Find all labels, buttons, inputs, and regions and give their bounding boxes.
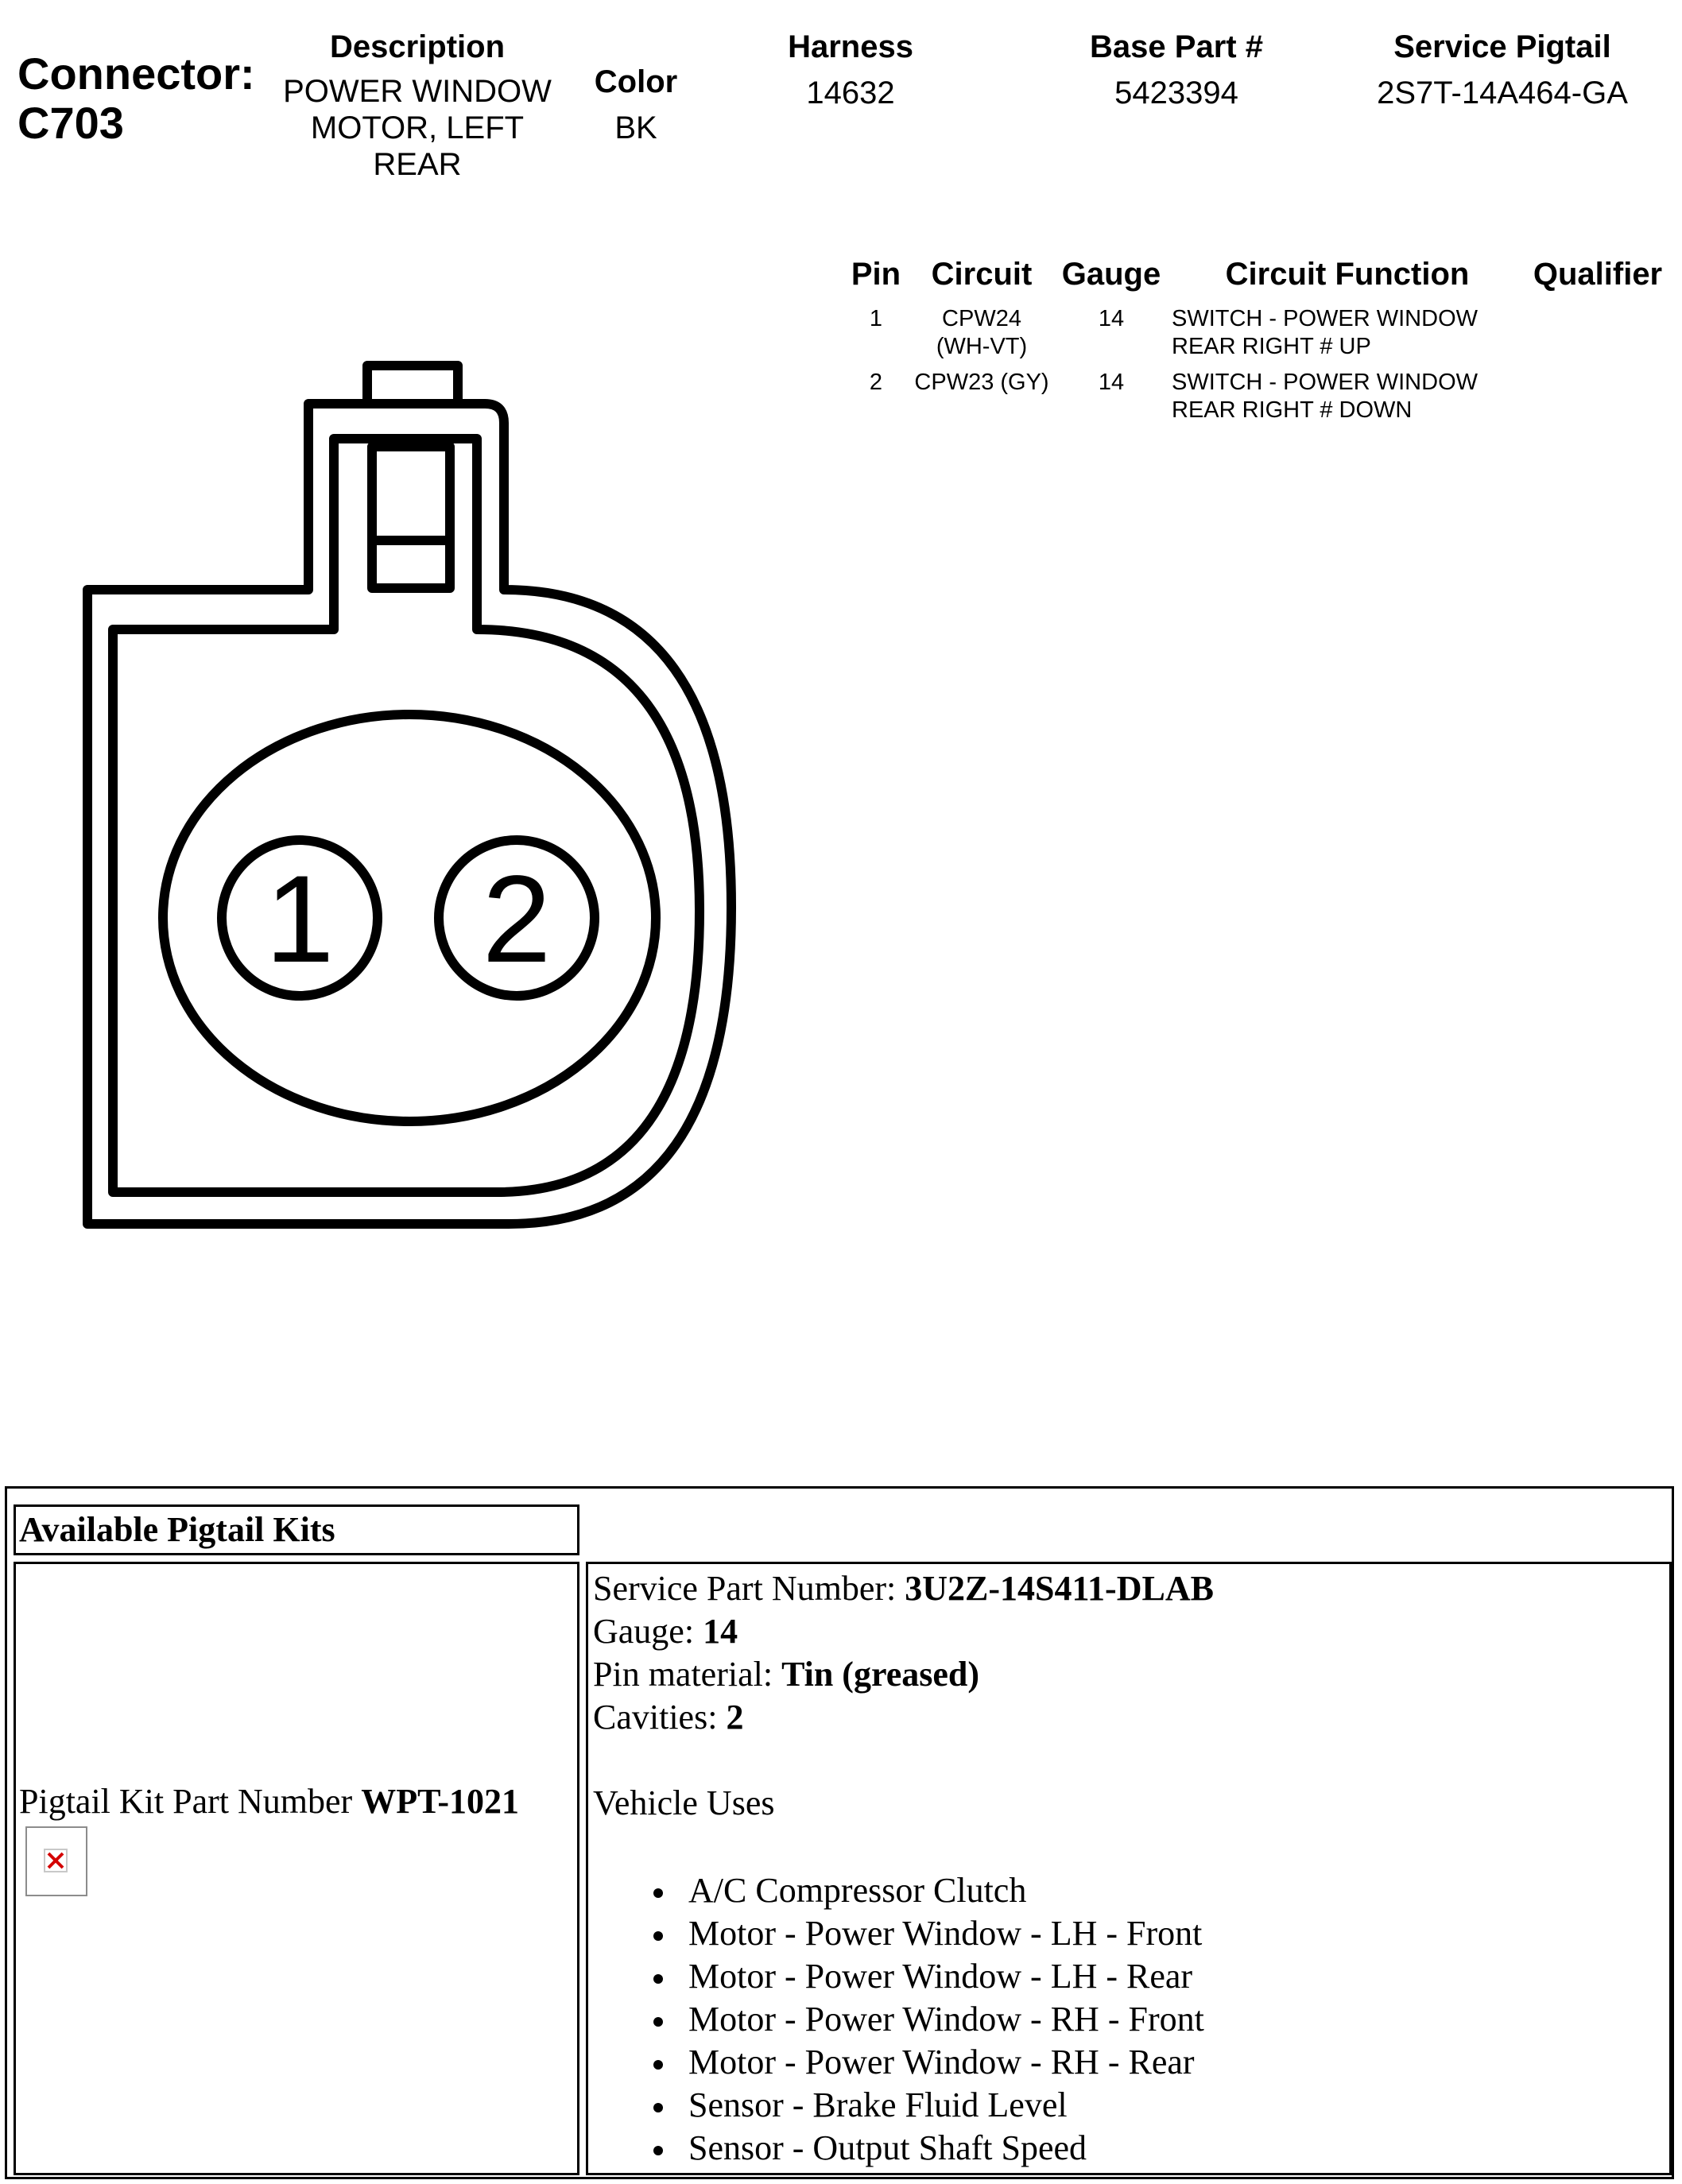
housing-outer — [87, 404, 731, 1224]
circuit-line: CPW23 (GY) — [914, 370, 1049, 395]
vehicle-uses-label: Vehicle Uses — [593, 1783, 775, 1822]
pin-column-header: Pin — [851, 257, 901, 292]
cavity-label-1: 1 — [265, 850, 335, 989]
cavities — [593, 1696, 1669, 1739]
list-item: Motor - Power Window - RH - Front — [593, 1998, 1669, 2041]
kit-part-number — [19, 1780, 519, 1823]
list-item: A/C Compressor Clutch — [593, 1869, 1669, 1912]
kit-gauge — [593, 1610, 1669, 1653]
vehicle-uses-list — [593, 1869, 1669, 2170]
description-line: MOTOR, LEFT — [310, 110, 525, 145]
circuit-column-header: Circuit — [931, 257, 1033, 292]
list-item: Sensor - Output Shaft Speed — [593, 2127, 1669, 2170]
description-line: REAR — [373, 147, 462, 182]
circuit-line: (WH-VT) — [936, 334, 1028, 359]
list-item: Motor - Power Window - LH - Rear — [593, 1955, 1669, 1998]
service-part-number — [593, 1567, 1669, 1610]
cavities-value: 2 — [726, 1698, 744, 1737]
service-part-value: 3U2Z-14S411-DLAB — [905, 1569, 1214, 1608]
seal-oval — [163, 714, 656, 1121]
function-line: SWITCH - POWER WINDOW — [1172, 370, 1479, 395]
pin-material — [593, 1653, 1669, 1696]
service-part-label: Service Part Number: — [593, 1569, 905, 1608]
latch-window — [372, 447, 450, 588]
kit-part-label: Pigtail Kit Part Number — [19, 1782, 362, 1821]
pigtail-kits-title: Available Pigtail Kits — [19, 1510, 335, 1549]
harness-header: Harness — [788, 29, 913, 64]
list-item: Motor - Power Window - RH - Rear — [593, 2041, 1669, 2084]
kit-gauge-label: Gauge: — [593, 1612, 703, 1651]
description-line: POWER WINDOW — [283, 74, 552, 109]
pigtail-kits-title-cell — [14, 1504, 579, 1555]
connector-id: C703 — [17, 98, 124, 148]
list-item: Motor - Power Window - LH - Front — [593, 1912, 1669, 1955]
circuit-line: CPW24 — [942, 306, 1021, 331]
circuit-value — [898, 305, 1065, 361]
function-line: REAR RIGHT # UP — [1172, 334, 1371, 359]
function-line: REAR RIGHT # DOWN — [1172, 397, 1413, 423]
description-header: Description — [329, 29, 506, 64]
harness-value: 14632 — [806, 76, 895, 110]
circuit-function-value — [1172, 369, 1521, 424]
kit-gauge-value: 14 — [703, 1612, 738, 1651]
gauge-column-header: Gauge — [1061, 257, 1161, 292]
base-part-header: Base Part # — [1090, 29, 1263, 64]
gauge-value: 14 — [1098, 306, 1125, 331]
gauge-value: 14 — [1098, 370, 1125, 395]
connector-label: Connector: — [17, 48, 255, 99]
kit-part-cell — [14, 1562, 579, 2175]
service-pigtail-value: 2S7T-14A464-GA — [1377, 76, 1628, 110]
pin-number: 1 — [869, 306, 883, 331]
service-pigtail-header: Service Pigtail — [1393, 29, 1611, 64]
cavity-label-2: 2 — [482, 850, 552, 989]
circuit-function-value — [1172, 305, 1521, 361]
circuit-value — [898, 369, 1065, 397]
kit-specs-cell — [586, 1562, 1672, 2175]
function-line: SWITCH - POWER WINDOW — [1172, 306, 1479, 331]
color-value: BK — [614, 110, 657, 145]
connector-face-diagram — [0, 0, 763, 1256]
list-item: Sensor - Brake Fluid Level — [593, 2084, 1669, 2127]
pin-material-value: Tin (greased) — [781, 1655, 980, 1694]
pin-material-label: Pin material: — [593, 1655, 782, 1694]
kit-part-value: WPT-1021 — [361, 1782, 520, 1821]
qualifier-column-header: Qualifier — [1533, 257, 1663, 292]
pin-number: 2 — [869, 370, 883, 395]
base-part-value: 5423394 — [1114, 76, 1238, 110]
color-header: Color — [594, 64, 678, 99]
pigtail-kits-table — [5, 1486, 1674, 2179]
broken-image-icon — [25, 1826, 87, 1896]
circuit-function-column-header: Circuit Function — [1225, 257, 1470, 292]
cavities-label: Cavities: — [593, 1698, 727, 1737]
